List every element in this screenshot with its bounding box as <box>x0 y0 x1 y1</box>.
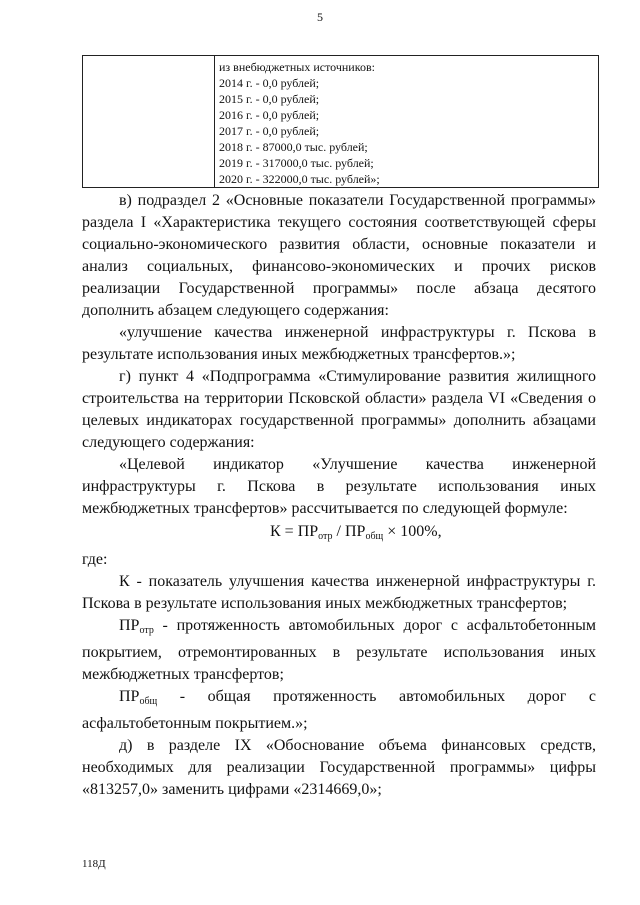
formula-mid: / ПР <box>332 523 366 540</box>
table-line: 2018 г. - 87000,0 тыс. рублей; <box>219 140 368 154</box>
footer-code: 118Д <box>82 858 106 870</box>
formula-lhs: К = ПР <box>270 523 319 540</box>
table-right-cell <box>215 56 598 187</box>
paragraph-def-k: К - показатель улучшения качества инженерной инфраструктуры г. Пскова в результате использования иных межбюджетных трансфертов; <box>82 573 596 612</box>
def-text: - протяженность автомобильных дорог с асфальтобетонным покрытием, отремонтированных в результате использования иных межбюджетных трансфертов; <box>82 617 596 683</box>
funding-table <box>82 55 599 188</box>
paragraph-subsection-v: в) подраздел 2 «Основные показатели Государственной программы» раздела I «Характеристика текущего состояния соответствующей сферы социально-экономического развития области, основные показатели и анализ социальных, финансово-экономических и прочих рисков реализации Государственной программы» после абзаца десятого дополнить абзацем следующего содержания: <box>82 192 596 319</box>
paragraph-quote-improvement: «улучшение качества инженерной инфраструктуры г. Пскова в результате использования иных межбюджетных трансфертов.»; <box>82 324 596 363</box>
table-line: 2020 г. - 322000,0 тыс. рублей»; <box>219 172 380 186</box>
table-line: 2014 г. - 0,0 рублей; <box>219 76 320 90</box>
formula-sub-otr: отр <box>318 531 333 542</box>
paragraph-target-indicator: «Целевой индикатор «Улучшение качества инженерной инфраструктуры г. Пскова в результате использования иных межбюджетных трансфертов» рассчитывается по следующей формуле: <box>82 456 596 517</box>
table-line: из внебюджетных источников: <box>219 60 375 74</box>
table-line: 2017 г. - 0,0 рублей; <box>219 124 320 138</box>
term-sub-obshch: общ <box>139 696 158 707</box>
paragraph-def-pr-otr <box>82 615 596 686</box>
document-body <box>82 190 596 801</box>
table-line: 2019 г. - 317000,0 тыс. рублей; <box>219 156 374 170</box>
paragraph-where: где: <box>82 551 108 568</box>
paragraph-def-pr-obshch <box>82 686 596 735</box>
term-pr: ПР <box>119 617 140 634</box>
table-line: 2016 г. - 0,0 рублей; <box>219 108 320 122</box>
table-left-cell <box>83 56 215 187</box>
formula-rhs: × 100%, <box>383 523 442 540</box>
def-text: - общая протяженность автомобильных дорог с асфальтобетонным покрытием.»; <box>82 688 596 732</box>
term-sub-otr: отр <box>139 625 154 636</box>
formula <box>82 520 596 549</box>
table-line: 2015 г. - 0,0 рублей; <box>219 92 320 106</box>
formula-sub-obshch: общ <box>365 531 384 542</box>
paragraph-item-d: д) в разделе IX «Обоснование объема финансовых средств, необходимых для реализации Государственной программы» цифры «813257,0» заменить цифрами «2314669,0»; <box>82 737 596 798</box>
term-pr: ПР <box>119 688 140 705</box>
paragraph-item-g: г) пункт 4 «Подпрограмма «Стимулирование развития жилищного строительства на территории Псковской области» раздела VI «Сведения о целевых индикаторах государственной программы» дополнить абзацами следующего содержания: <box>82 368 596 451</box>
page-number: 5 <box>317 10 323 24</box>
